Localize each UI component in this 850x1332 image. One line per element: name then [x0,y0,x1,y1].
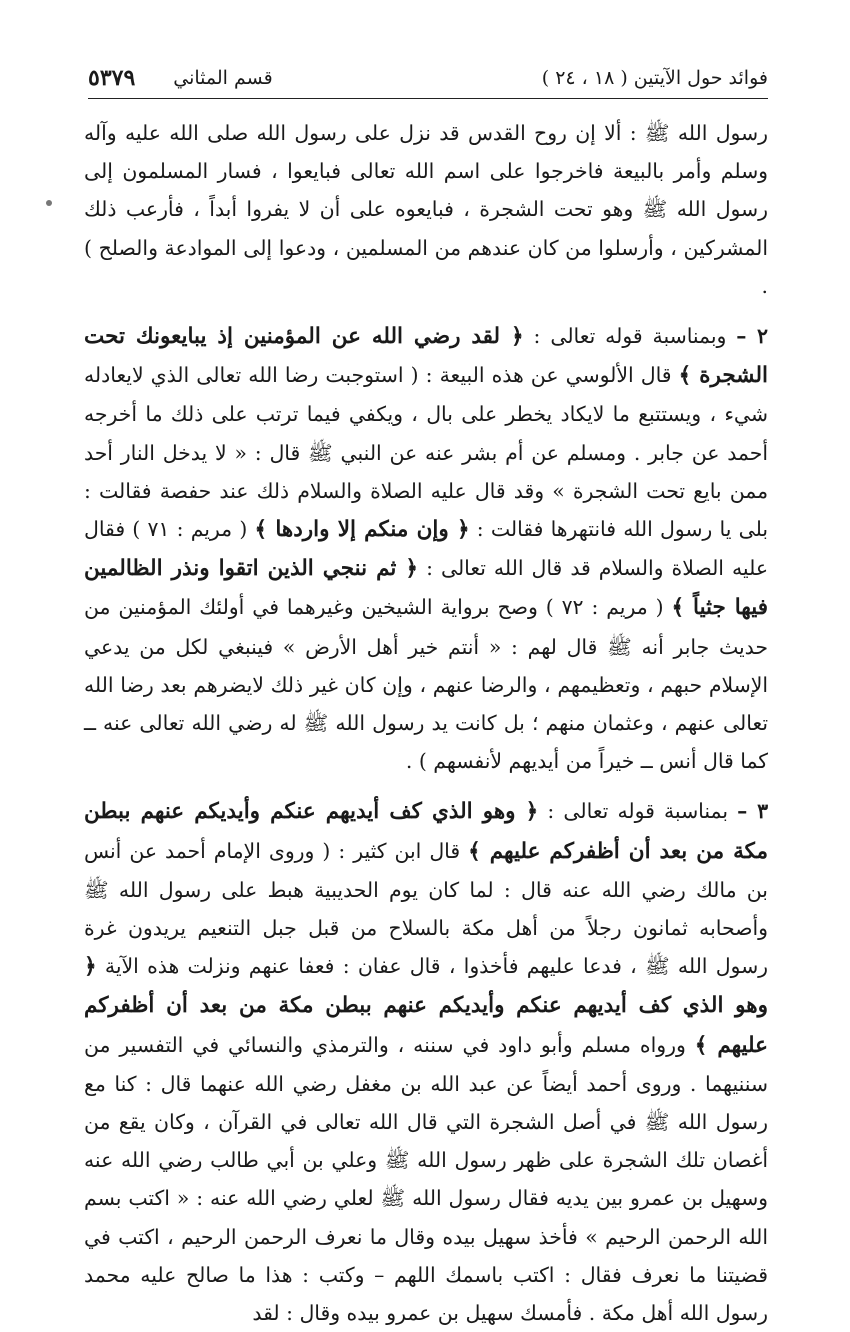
margin-dot [46,200,52,206]
paragraph-2-text-1: قال الألوسي عن هذه البيعة : ( استوجبت رضا الله تعالى الذي لايعادله شيء ، ويستتبع ما لايكاد يخطر على بال ، ويكفي فيما ترتب على ذلك ما أخرجه أحمد عن جابر . ومسلم عن أم بشر عنه عن النبي ﷺ قال : « لا يدخل النار أحد ممن بايع تحت الشجرة » وقد قال عليه الصلاة والسلام ذلك عند حفصة فقالت : بلى يا رسول الله فانتهرها فقالت : [84,363,768,542]
header-left-group [88,65,273,91]
paragraph-2-number: ٢ – [736,324,768,349]
paragraph-2-intro: وبمناسبة قوله تعالى : [533,324,727,349]
paragraph-2-text-2: ( مريم : ٧١ ) فقال عليه الصلاة والسلام قد قال الله تعالى : [84,517,768,581]
page-body [84,114,768,1332]
paragraph-3 [84,792,768,1332]
paragraph-2 [84,317,768,780]
quran-verse: ﴿ وهو الذي كف أيديهم عنكم وأيديكم عنهم ببطن مكة من بعد أن أظفركم عليهم ﴾ [84,954,768,1058]
paragraph-3-intro: بمناسبة قوله تعالى : [547,799,728,824]
quran-verse: ﴿ وإن منكم إلا واردها ﴾ [254,517,470,543]
quran-verse: ﴿ وهو الذي كف أيديهم عنكم وأيديكم عنهم ببطن مكة من بعد أن أظفركم عليهم ﴾ [84,799,769,864]
quran-verse: ﴿ ثم ننجي الذين اتقوا ونذر الظالمين فيها جثياً ﴾ [84,556,768,621]
paragraph-1-text: رسول الله ﷺ : ألا إن روح القدس قد نزل على رسول الله صلى الله عليه وآله وسلم وأمر بالبيعة فاخرجوا على اسم الله تعالى فبايعوا ، فسار المسلمون إلى رسول الله ﷺ وهو تحت الشجرة ، فبايعوه على أن لا يفروا أبداً ، فأرعب ذلك المشركين ، وأرسلوا من كان عندهم من المسلمين ، ودعوا إلى الموادعة والصلح ) . [84,121,768,298]
paragraph-3-text-1: قال ابن كثير : ( وروى الإمام أحمد عن أنس بن مالك رضي الله عنه قال : لما كان يوم الحديبية هبط على رسول الله ﷺ وأصحابه ثمانون رجلاً من أهل مكة بالسلاح من قبل جبل التنعيم يريدون غرة رسول الله ﷺ ، فدعا عليهم فأخذوا ، قال عفان : فعفا عنهم ونزلت هذه الآية [84,838,768,979]
page-number: ٥٣٧٩ [88,65,136,91]
page-header [88,58,768,99]
paragraph-3-number: ٣ – [737,799,769,824]
paragraph-3-text-2: ورواه مسلم وأبو داود في سننه ، والترمذي والنسائي في التفسير من سننيهما . وروى أحمد أيضاً عن عبد الله بن مغفل رضي الله عنهما قال : كنا مع رسول الله ﷺ في أصل الشجرة التي قال الله تعالى في القرآن ، وكان يقع من أغصان تلك الشجرة على ظهر رسول الله ﷺ وعلي بن أبي طالب رضي الله عنه وسهيل بن عمرو بين يديه فقال رسول الله ﷺ لعلي رضي الله عنه : « اكتب بسم الله الرحمن الرحيم » فأخذ سهيل بيده وقال ما نعرف الرحمن الرحيم ، اكتب في قضيتنا ما نعرف فقال : اكتب باسمك اللهم – وكتب : هذا ما صالح عليه محمد رسول الله أهل مكة . فأمسك سهيل بن عمرو بيده وقال : لقد [84,1032,768,1326]
quran-verse: ﴿ لقد رضي الله عن المؤمنين إذ يبايعونك تحت الشجرة ﴾ [84,324,768,389]
running-title: فوائد حول الآيتين ( ١٨ ، ٢٤ ) [541,67,768,89]
section-title: قسم المثاني [173,67,273,89]
paragraph-2-text-3: ( مريم : ٧٢ ) وصح برواية الشيخين وغيرهما في أولئك المؤمنين من حديث جابر أنه ﷺ قال لهم : « أنتم خير أهل الأرض » فينبغي لكل من يدعي الإسلام حبهم ، وتعظيمهم ، والرضا عنهم ، وإن كان غير ذلك لايضرهم بعد رضا الله تعالى عنهم ، وعثمان منهم ؛ بل كانت يد رسول الله ﷺ له رضي الله تعالى عنه ــ كما قال أنس ــ خيراً من أيديهم لأنفسهم ) . [84,595,768,774]
paragraph-1 [84,114,768,305]
